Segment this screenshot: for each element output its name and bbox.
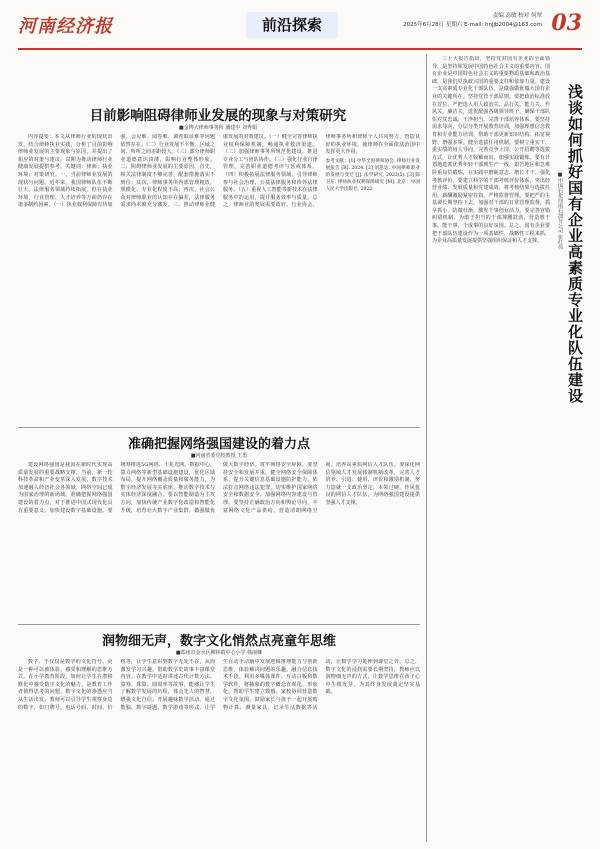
article2-title: 准确把握网络强国建设的着力点: [127, 437, 310, 452]
article1-text: 内容提要：本文从律师行业的现状出发，结合律师执业实践，分析了目前影响律师业发展的主要现象与原因，并提出了相应的对策与建议，以期为推动律师行业健康发展提供参考。关键词：律师；执业环境；对策研究。一、当前律师业发展的现状与问题。近年来，我国律师队伍不断壮大，法律服务领域持续拓展，但在执业环境、行业管理、人才培养等方面仍存在诸多制约因素。（一）执业权利保障有待加强，会见难、阅卷难、调查取证难等问题依然存在。（二）行业发展不平衡，区域之间、所所之间差距较大。（三）部分律师职业道德意识淡薄，影响行业整体形象。二、阻碍律师业发展的主要原因。首先，相关法律制度不够完善，配套措施落实不到位；其次，律师事务所内部管理粗放，规模化、专业化程度不高；再次，社会公众对律师职业的认知存在偏差，法律服务需求尚未被充分激发。三、推动律师业健康发展的对策建议。（一）健全完善律师执业权利保障机制，畅通执业救济渠道。（二）加强律师事务所规范化建设，推进专业分工与团队协作。（三）强化行业自律管理，完善职业道德考评与惩戒体系。（四）积极拓展法律服务领域，引导律师参与社会治理、公益法律服务和涉外法律服务。（五）重视人工智能等新技术在法律服务中的运用，提升服务效率与质量。总之，律师业的发展需要政府、行业协会、律师事务所和律师个人共同努力，营造良好的执业环境，使律师在全面依法治国中发挥更大作用。: [18, 134, 420, 209]
article2-text: 建设网络强国是我国在新时代实现高质量发展的重要战略支撑。当前，新一轮科技革命和产业变革深入发展，数字技术加速融入经济社会各领域，网络空间已成为国家治理的新场域。准确把握网络强国建设的着力点，对于推进中国式现代化具有重要意义。加快建设数字基础设施。要统筹推进5G网络、千兆光网、数据中心、算力网络等新型基础设施建设，优化区域布局，提升网络覆盖质量和服务能力，为数字经济发展夯实底座。推动数字技术与实体经济深度融合。要以智能制造为主攻方向，加快传统产业数字化改造和智能化升级，培育壮大数字产业集群，做强做优做大数字经济。筑牢网络安全屏障。要坚持安全和发展并重，健全网络安全保障体系，提升关键信息基础设施防护能力，依法打击网络违法犯罪，切实维护国家网络安全和数据安全。加强网络内容建设与管理。要坚持正确政治方向和舆论导向，丰富网络文化产品供给，营造清朗网络空间。培养高素质网信人才队伍。要深化网信领域人才发展体制机制改革，完善人才培养、引进、使用、评价和激励机制，努力造就一支政治坚定、本领过硬、作风优良的网信人才队伍，为网络强国建设提供坚强人才支撑。: [18, 462, 420, 514]
article4-text: 三十大报告指出，坚持党对国有企业的全面领导，是坚持和发展中国特色社会主义的重要内容。国有企业是中国特色社会主义的重要物质基础和政治基础，是我们党执政兴国的重要支柱和依靠力量。建设一支高素质专业化干部队伍，是做强做优做大国有企业的关键所在。坚持党管干部原则。要把政治标准放在首位，严把选人用人政治关、品行关、能力关、作风关、廉洁关，选优配强各级领导班子，确保干部队伍对党忠诚、干净担当。完善干部培养体系。要坚持需求导向，分层分类开展教育培训，加强理想信念教育和专业能力培训，帮助干部更新知识结构、拓宽视野、增强本领。健全选拔任用机制。要树立重实干、重实绩的用人导向，完善竞争上岗、公开招聘等选拔方式，让优秀人才脱颖而出。加强实践锻炼。要有计划地选派优秀年轻干部到生产一线、艰苦地区和急难险重岗位锻炼，在实践中磨砺意志、增长才干。强化考核评价。要建立科学的干部考核评价体系，突出经营业绩、发展质量和党建成效，将考核结果与选拔任用、薪酬激励紧密挂钩。严格监督管理。要把严的主基调长期坚持下去，加强对干部的日常管理监督，抓早抓小、防微杜渐。激发干事创业活力。要完善容错纠错机制，为敢于担当的干部撑腰鼓劲，营造想干事、能干事、干成事的良好氛围。总之，国有企业要把干部队伍建设作为一项基础性、战略性工程来抓，为企业高质量发展提供坚强组织保证和人才支撑。: [432, 56, 550, 245]
article4-body: [432, 56, 550, 842]
date-line: 2025年6月28日 星期六 E-mail: hnjjb2004@163.com: [403, 22, 542, 28]
page-number: 03: [551, 10, 582, 36]
divider: [18, 624, 420, 625]
article4-byline: ■中国石化河南石油分公司 张红伟: [557, 172, 563, 250]
masthead-meta: [362, 12, 542, 30]
article2-body: [18, 462, 420, 620]
article3-title: 润物细无声，数字文化悄然点亮童年思维: [101, 634, 336, 649]
article3-byline: ■郑州市金水区柳林镇中心小学 韩丽娜: [175, 650, 263, 656]
article1-references: 参考文献：[1] 中华全国律师协会. 律师行业发展报告 [R]. 2024. [2] 刘思达. 中国律师职业的发展与变迁 [J]. 法学研究, 2023(5). [3] 陈卫东. 律师执业权利保障研究 [M]. 北京：中国人民大学出版社, 2022.: [325, 158, 420, 192]
article1-byline: ■金博大律师事务所 潘建中 刘秀娟: [179, 125, 257, 131]
newspaper-logo: 河南经济报: [18, 16, 113, 37]
divider: [18, 427, 420, 428]
article4-title: 浅谈如何抓好国有企业高素质专业化队伍建设: [566, 84, 584, 404]
article3-text: 数字、不仅仅是数学的文化符号，更是一种可以被体验、感受和理解的思维方式。在小学教育阶段，如何让学生在潜移默化中感受数字文化的魅力，是教育工作者值得思考的问题。数字文化的渗透应当从生活出发。教师可以引导学生观察身边的数字，如门牌号、电话号码、时间、价格等，让学生意识到数字无处不在，从而激发学习兴趣。借助数学史故事丰富课堂内容。在教学中适时讲述古代计数方法、算筹、珠算、圆周率等故事，能够让学生了解数学发展的历程，体会先人的智慧，增强文化自信。开展趣味数学活动。通过数独、数字谜题、数学游戏等形式，让学生在动手动脑中发展逻辑推理能力与创新思维，体验解决问题的乐趣。融合信息技术手段。利用多媒体课件、互动白板和数学软件，将抽象的数字概念直观化、形象化，帮助学生建立数感。家校协同营造数字文化氛围。鼓励家长与孩子一起开展购物计算、测量家具、记录生活数据等活动，让数学学习延伸到课堂之外。总之，数字文化的浸润需要长期坚持，教师应以润物细无声的方式，让数学思维在孩子心中生根发芽，为其终身发展奠定坚实基础。: [18, 659, 420, 711]
editor-line: 责编 高敏 校对 何翠: [492, 13, 542, 19]
article2-byline: ■河南省委党校教授 王勇: [190, 453, 248, 459]
article1-title: 目前影响阻碍律师业发展的现象与对策研究: [89, 108, 347, 124]
section-title: 前沿探索: [246, 12, 338, 38]
article3-body: [18, 659, 420, 841]
article1-body: [18, 134, 420, 422]
column-divider: [426, 54, 427, 842]
masthead: [18, 6, 582, 50]
